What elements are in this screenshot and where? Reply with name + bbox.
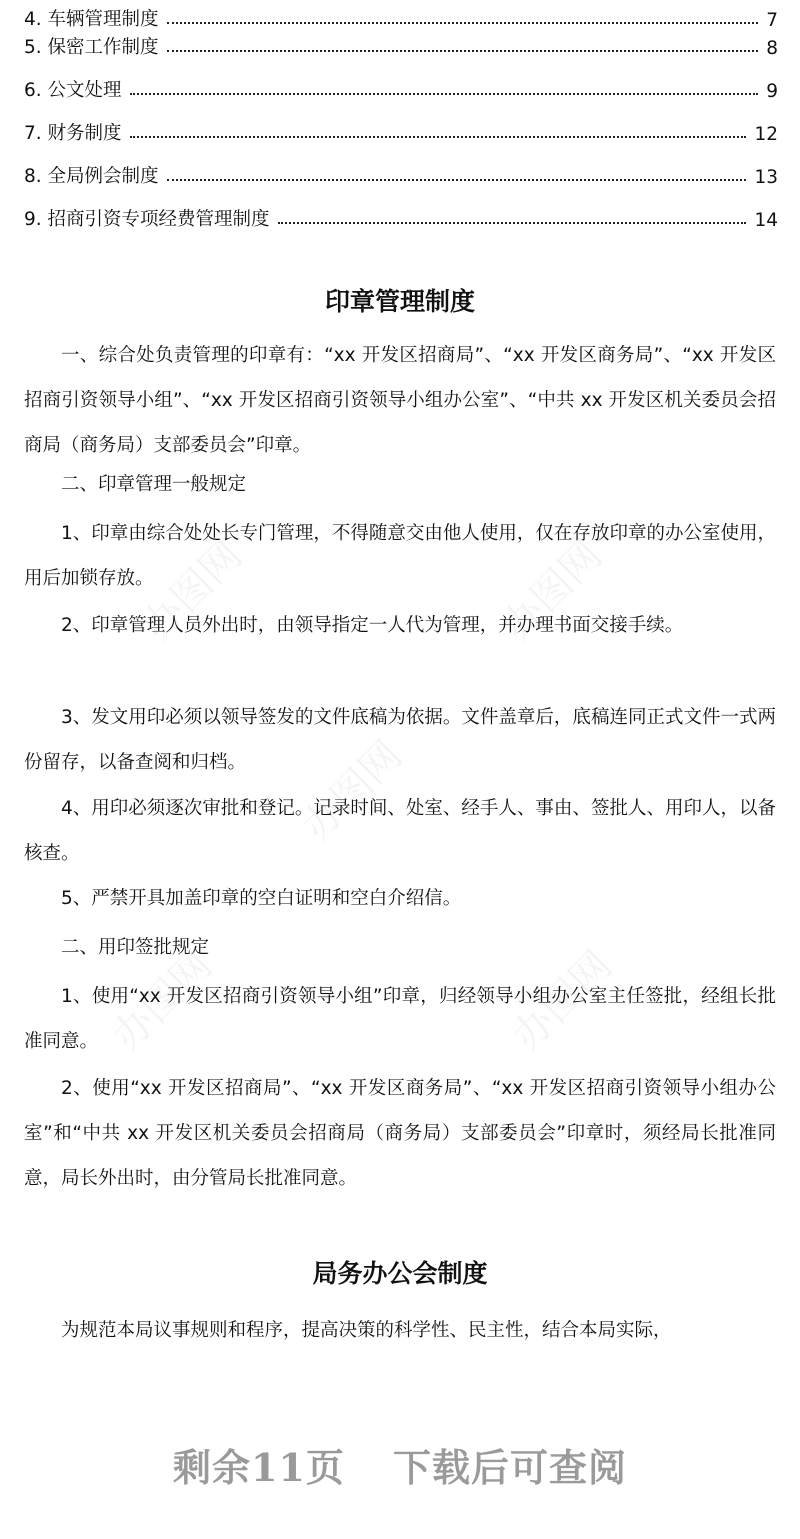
paragraph: 4、用印必须逐次审批和登记。记录时间、处室、经手人、事由、签批人、用印人，以备核查。	[24, 798, 776, 864]
toc-entry-title: 7. 财务制度	[24, 123, 122, 144]
toc-entry-title: 4. 车辆管理制度	[24, 9, 159, 30]
toc-entry-title: 9. 招商引资专项经费管理制度	[24, 209, 270, 230]
toc-entry-page: 12	[754, 124, 778, 145]
toc-row-partial	[24, 0, 778, 31]
remaining-pages-label: 剩余11页	[173, 1445, 345, 1490]
toc-entry-page: 8	[766, 38, 778, 59]
toc-entry[interactable]	[24, 16, 778, 59]
toc-leader-dots	[130, 92, 759, 95]
table-of-contents	[24, 16, 778, 231]
toc-leader-dots	[167, 178, 747, 181]
toc-entry-title: 6. 公文处理	[24, 80, 122, 101]
paragraph: 1、使用“xx 开发区招商引资领导小组”印章，归经领导小组办公室主任签批，经组长批准同意。	[24, 986, 776, 1052]
toc-entry-title: 8. 全局例会制度	[24, 166, 159, 187]
paragraph: 二、印章管理一般规定	[61, 474, 247, 495]
paragraph: 2、使用“xx 开发区招商局”、“xx 开发区商务局”、“xx 开发区招商引资领导小组办公室”和“中共 xx 开发区机关委员会招商局（商务局）支部委员会”印章时，须经局长批准同意，局长外出时，由分管局长批准同意。	[24, 1078, 776, 1189]
toc-entry-title: 5. 保密工作制度	[24, 37, 159, 58]
paragraph: 5、严禁开具加盖印章的空白证明和空白介绍信。	[61, 888, 462, 909]
section-title: 局务办公会制度	[312, 1259, 488, 1288]
toc-leader-dots	[278, 221, 747, 224]
paragraph: 3、发文用印必须以领导签发的文件底稿为依据。文件盖章后，底稿连同正式文件一式两份留存，以备查阅和归档。	[24, 707, 776, 773]
toc-entry-page: 14	[754, 210, 778, 231]
toc-leader-dots	[130, 135, 747, 138]
toc-entry[interactable]	[24, 188, 778, 231]
toc-entry[interactable]	[24, 145, 778, 188]
toc-entry-page: 13	[754, 167, 778, 188]
toc-entry-page: 7	[766, 10, 778, 31]
toc-entry-page: 9	[766, 81, 778, 102]
toc-entry[interactable]	[24, 59, 778, 102]
preview-footer	[0, 1437, 800, 1492]
toc-entry[interactable]	[24, 102, 778, 145]
paragraph: 一、综合处负责管理的印章有：“xx 开发区招商局”、“xx 开发区商务局”、“xx 开发区招商引资领导小组”、“xx 开发区招商引资领导小组办公室”、“中共 xx 开发区机关委员会招商局（商务局）支部委员会”印章。	[24, 345, 776, 456]
paragraph: 二、用印签批规定	[61, 937, 210, 958]
section-title: 印章管理制度	[324, 287, 475, 316]
paragraph: 1、印章由综合处处长专门管理，不得随意交由他人使用，仅在存放印章的办公室使用，用后加锁存放。	[24, 523, 776, 589]
paragraph: 为规范本局议事规则和程序，提高决策的科学性、民主性，结合本局实际，	[61, 1320, 672, 1341]
paragraph: 2、印章管理人员外出时，由领导指定一人代为管理，并办理书面交接手续。	[61, 615, 684, 636]
toc-leader-dots	[167, 49, 759, 52]
download-hint-label: 下载后可查阅	[392, 1445, 627, 1490]
